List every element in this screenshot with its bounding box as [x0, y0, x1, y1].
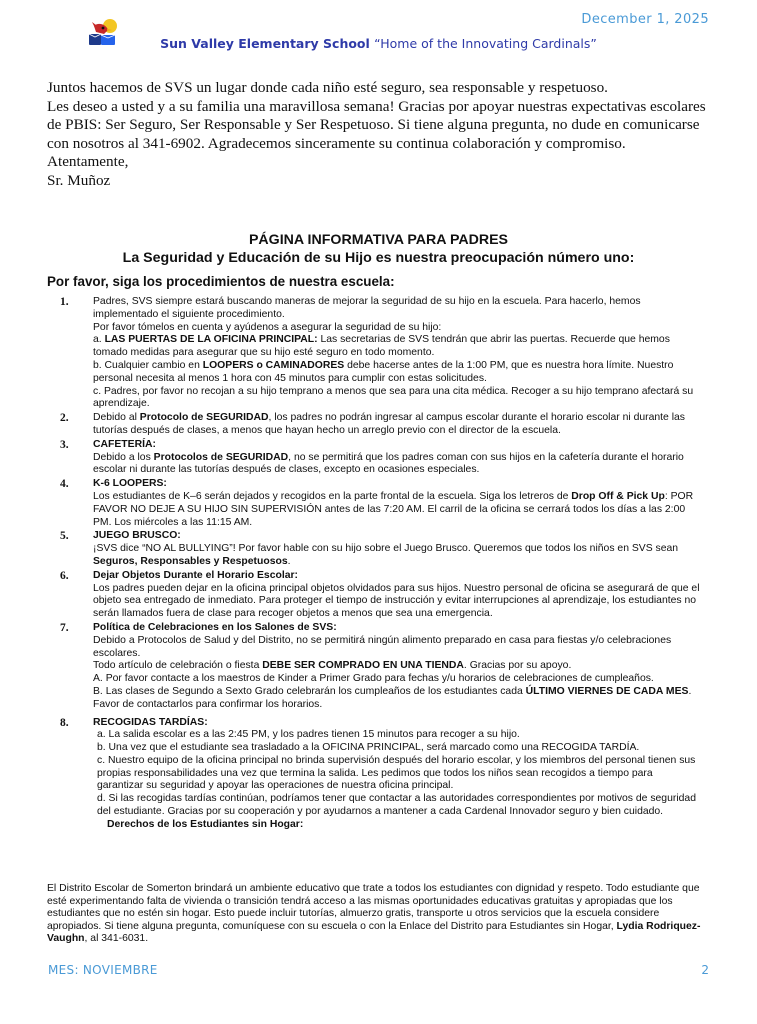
- item-sub-a: a. La salida escolar es a las 2:45 PM, y los padres tienen 15 minutos para recoger a su hijo.: [97, 729, 520, 741]
- list-item: [60, 296, 700, 411]
- intro-paragraph-1: Juntos hacemos de SVS un lugar donde cada niño esté seguro, sea responsable y respetuoso.: [47, 79, 608, 96]
- item-sub-a: a. LAS PUERTAS DE LA OFICINA PRINCIPAL: Las secretarias de SVS tendrán que abrir las puertas. Recuerde que hemos tomado medidas para asegurar que su hijo esté seguro en todo momento.: [93, 334, 670, 359]
- intro-letter: [47, 79, 717, 191]
- item-text: Todo artículo de celebración o fiesta DEBE SER COMPRADO EN UNA TIENDA. Gracias por su apoyo.: [93, 660, 572, 672]
- item-text: Los estudiantes de K–6 serán dejados y recogidos en la parte frontal de la escuela. Siga los letreros de Drop Off & Pick Up: POR FAVOR NO DEJE A SU HIJO SIN SUPERVISIÓN antes de las 7:20 AM. El carril de la oficina se cerrará todos los días a las 2:00 PM. Los miércoles a las 11:15 AM.: [93, 490, 694, 528]
- item-number: 8.: [60, 716, 69, 729]
- list-item: [60, 478, 700, 529]
- procedures-list: [60, 296, 700, 832]
- info-page-subtitle: La Seguridad y Educación de su Hijo es nuestra preocupación número uno:: [122, 250, 635, 266]
- item-title: JUEGO BRUSCO:: [93, 530, 181, 542]
- item-text: Por favor tómelos en cuenta y ayúdenos a asegurar la seguridad de su hijo:: [93, 321, 442, 333]
- page-number: 2: [701, 963, 709, 977]
- footer-month: MES: NOVIEMBRE: [48, 963, 158, 977]
- item-title: RECOGIDAS TARDÍAS:: [93, 716, 208, 728]
- info-page-title: PÁGINA INFORMATIVA PARA PADRES: [248, 232, 509, 248]
- item-number: 3.: [60, 438, 69, 451]
- item-number: 2.: [60, 412, 69, 425]
- item-sub-b: b. Cualquier cambio en LOOPERS o CAMINADORES debe hacerse antes de la 1:00 PM, que es nuestra hora límite. Nuestro personal necesita al menos 1 hora con 45 minutos para cumplir con estas solicitudes.: [93, 359, 674, 384]
- letter-closing: Atentamente,: [47, 153, 129, 171]
- school-name: Sun Valley Elementary School: [160, 36, 370, 51]
- list-item: [60, 439, 700, 477]
- list-item: [60, 717, 700, 832]
- school-header: [0, 36, 757, 51]
- item-sub-c: c. Nuestro equipo de la oficina principal no brinda supervisión después del horario escolar, y los miembros del personal tienen sus propias responsabilidades una vez que termina la salida. Les pedimos que todos los niños sean recogidos a tiempo para garantizar su seguridad y apoyar las operaciones de nuestra oficina principal.: [97, 754, 696, 792]
- item-title: CAFETERÍA:: [93, 438, 156, 450]
- list-item: [60, 622, 700, 712]
- item-text: Debido a Protocolos de Salud y del Distrito, no se permitirá ningún alimento preparado en casa para fiestas y/o celebraciones escolares.: [93, 634, 672, 659]
- item-title: Política de Celebraciones en los Salones de SVS:: [93, 621, 337, 633]
- item-title: Dejar Objetos Durante el Horario Escolar:: [93, 569, 298, 581]
- homeless-rights-title: Derechos de los Estudiantes sin Hogar:: [107, 818, 304, 830]
- item-sub-b: b. Una vez que el estudiante sea trasladado a la OFICINA PRINCIPAL, será marcado como una RECOGIDA TARDÍA.: [97, 742, 640, 754]
- intro-paragraph-2: Les deseo a usted y a su familia una maravillosa semana! Gracias por apoyar nuestras expectativas escolares de PBIS: Ser Seguro, Ser Responsable y Ser Respetuoso. Si tiene alguna pregunta, no dude en comunicarse con nosotros al 341-6902. Agradecemos sinceramente su continua colaboración y compromiso.: [47, 97, 706, 152]
- item-number: 6.: [60, 569, 69, 582]
- item-title: K-6 LOOPERS:: [93, 478, 167, 490]
- item-number: 7.: [60, 621, 69, 634]
- item-text: ¡SVS dice “NO AL BULLYING”! Por favor hable con su hijo sobre el Juego Brusco. Queremos que todos los niños en SVS sean Seguros, Responsables y Respetuosos.: [93, 543, 679, 567]
- item-text: Padres, SVS siempre estará buscando maneras de mejorar la seguridad de su hijo en la escuela. Para hacerlo, hemos implementado el siguiente procedimiento.: [93, 296, 641, 320]
- list-item: [60, 530, 700, 568]
- item-number: 5.: [60, 530, 69, 543]
- list-item: [60, 570, 700, 621]
- item-number: 4.: [60, 478, 69, 491]
- list-item: [60, 412, 700, 438]
- procedures-lead: Por favor, siga los procedimientos de nuestra escuela:: [47, 274, 395, 289]
- item-sub-d: d. Si las recogidas tardías continúan, podríamos tener que contactar a las autoridades correspondientes por motivos de seguridad del estudiante. Gracias por su cooperación y por ayudarnos a mantener a cada Cardenal Innovador seguro y bien cuidado.: [97, 793, 696, 818]
- item-text: Debido a los Protocolos de SEGURIDAD, no se permitirá que los padres coman con sus hijos en la cafetería durante el horario escolar ni durante las tutorías después de clases, excepto en ocasiones especiales.: [93, 451, 684, 476]
- letter-signature: Sr. Muñoz: [47, 171, 111, 189]
- item-sub-b: B. Las clases de Segundo a Sexto Grado celebrarán los cumpleaños de los estudiantes cada ÚLTIMO VIERNES DE CADA MES. Favor de contactarlos para confirmar los horarios.: [93, 685, 692, 710]
- item-number: 1.: [60, 296, 69, 308]
- item-text: Debido al Protocolo de SEGURIDAD, los padres no podrán ingresar al campus escolar durante el horario escolar ni durante las tutorías después de clases, a menos que hayan hecho un arreglo previo con el director de la escuela.: [93, 412, 685, 436]
- item-sub-a: A. Por favor contacte a los maestros de Kinder a Primer Grado para fechas y/u horarios de celebraciones de cumpleaños.: [93, 673, 654, 685]
- item-sub-c: c. Padres, por favor no recojan a su hijo temprano a menos que sea para una cita médica. Recoger a su hijo temprano afectará su aprendizaje.: [93, 385, 694, 410]
- issue-date: December 1, 2025: [581, 12, 709, 27]
- contact-name: Lydia Rodriquez-Vaughn: [47, 920, 701, 945]
- school-tagline: “Home of the Innovating Cardinals”: [374, 36, 597, 51]
- homeless-rights-paragraph: El Distrito Escolar de Somerton brindará un ambiente educativo que trate a todos los estudiantes con dignidad y respeto. Todo estudiante que esté experimentando falta de vivienda o transición tendrá acceso a las mismas oportunidades educativas gratuitas y apropiadas que los estudiantes que no estén sin hogar. Esto puede incluir tutorías, almuerzo gratis, transporte u otros servicios que la escuela considere apropiados. Si tiene alguna pregunta, comuníquese con su escuela o con la Enlace del Distrito para Estudiantes sin Hogar, Lydia Rodriquez-Vaughn, al 341-6031.: [47, 883, 701, 945]
- item-text: Los padres pueden dejar en la oficina principal objetos olvidados para sus hijos. Nuestro personal de oficina se asegurará de que el objeto sea entregado de inmediato. Para proteger el tiempo de instrucción y evitar interrupciones al aprendizaje, los estudiantes no serán llamados fuera de clase para recoger objetos a menos que sea una emergencia.: [93, 582, 700, 620]
